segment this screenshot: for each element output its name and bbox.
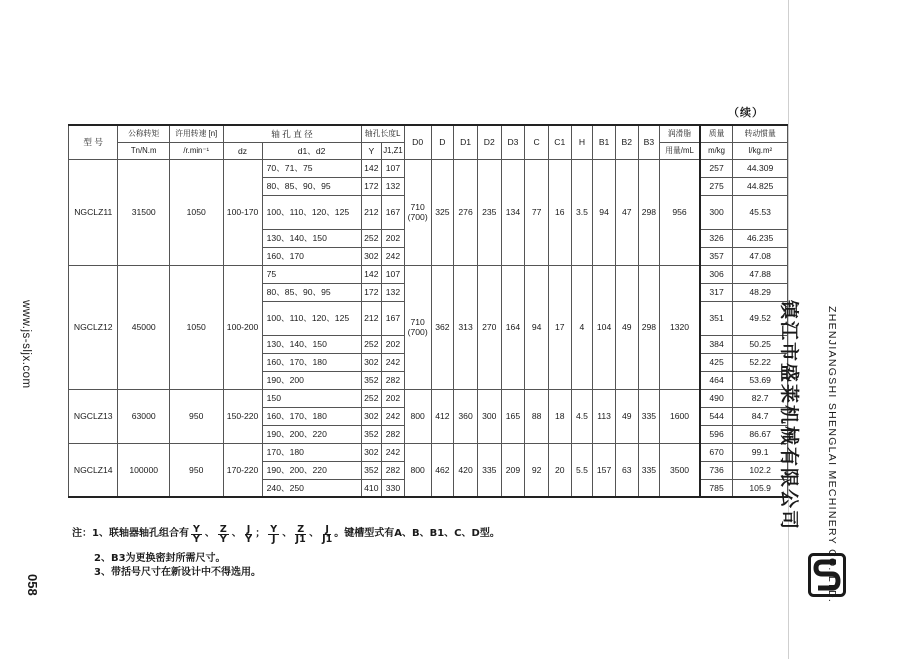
header-inertia: 转动惯量 <box>733 125 788 142</box>
fraction <box>245 525 253 544</box>
header-torque-unit: Tn/N.m <box>118 142 170 159</box>
header-b2: B2 <box>615 125 638 159</box>
header-h: H <box>571 125 593 159</box>
length-j1-cell: 107 <box>382 159 405 177</box>
header-d2: D2 <box>477 125 501 159</box>
table-notes <box>72 524 500 580</box>
torque-cell: 63000 <box>118 389 170 443</box>
speed-cell: 1050 <box>169 265 223 389</box>
torque-cell: 45000 <box>118 265 170 389</box>
fraction-denominator: Y <box>192 533 200 545</box>
mass-cell: 736 <box>700 461 733 479</box>
d0-cell <box>404 389 431 443</box>
inertia-cell: 47.08 <box>733 247 788 265</box>
b3-cell: 298 <box>638 265 660 389</box>
length-y-cell: 142 <box>361 265 382 283</box>
bore-cell: 190、200、220 <box>262 461 361 479</box>
b3-cell: 335 <box>638 389 660 443</box>
length-j1-cell: 242 <box>382 247 405 265</box>
d2-cell: 335 <box>477 443 501 497</box>
inertia-cell: 84.7 <box>733 407 788 425</box>
inertia-cell: 102.2 <box>733 461 788 479</box>
header-c1: C1 <box>548 125 571 159</box>
h-cell: 3.5 <box>571 159 593 265</box>
table-row <box>69 443 788 461</box>
header-inertia-unit: I/kg.m² <box>733 142 788 159</box>
header-bore: 轴 孔 直 径 <box>223 125 361 142</box>
fraction-numerator: Y <box>270 523 278 535</box>
model-group <box>69 159 788 265</box>
length-j1-cell: 282 <box>382 425 405 443</box>
length-j1-cell: 132 <box>382 283 405 301</box>
fraction-numerator: Z <box>219 523 227 535</box>
length-y-cell: 302 <box>361 443 382 461</box>
fraction-denominator: J <box>271 533 276 545</box>
header-grease-unit: 用量/mL <box>660 142 700 159</box>
company-name-en-text: ZHENJIANGSHI SHENGLAI MECHINERY CO.,LTD. <box>826 306 838 604</box>
c1-cell: 20 <box>548 443 571 497</box>
model-group <box>69 389 788 443</box>
b2-cell: 63 <box>615 443 638 497</box>
fraction-denominator: J1 <box>322 533 333 545</box>
b1-cell: 157 <box>593 443 616 497</box>
length-y-cell: 352 <box>361 461 382 479</box>
bore-cell: 80、85、90、95 <box>262 283 361 301</box>
speed-cell: 1050 <box>169 159 223 265</box>
model-cell: NGCLZ11 <box>69 159 118 265</box>
mass-cell: 596 <box>700 425 733 443</box>
fraction <box>268 525 279 544</box>
header-bore-dz: dz <box>223 142 262 159</box>
header-b1: B1 <box>593 125 616 159</box>
header-bore-d12: d1、d2 <box>262 142 361 159</box>
b1-cell: 113 <box>593 389 616 443</box>
length-y-cell: 352 <box>361 371 382 389</box>
bore-cell: 100、110、120、125 <box>262 195 361 229</box>
separator: 、 <box>204 528 215 539</box>
d0-value: 710 <box>410 202 425 212</box>
length-j1-cell: 202 <box>382 335 405 353</box>
length-j1-cell: 282 <box>382 461 405 479</box>
fraction-denominator: Y <box>245 533 252 545</box>
d1-cell: 276 <box>454 159 478 265</box>
mass-cell: 425 <box>700 353 733 371</box>
d2-cell: 270 <box>477 265 501 389</box>
d0-value: 710 <box>410 317 425 327</box>
header-y: Y <box>361 142 382 159</box>
d0-cell <box>404 443 431 497</box>
length-j1-cell: 282 <box>382 371 405 389</box>
inertia-cell: 46.235 <box>733 229 788 247</box>
bore-cell: 80、85、90、95 <box>262 177 361 195</box>
header-d: D <box>431 125 454 159</box>
mass-cell: 785 <box>700 479 733 497</box>
bore-cell: 190、200、220 <box>262 425 361 443</box>
length-j1-cell: 330 <box>382 479 405 497</box>
separator: 、 <box>231 528 242 539</box>
d0-alt-value: (700) <box>407 212 428 222</box>
d1-cell: 360 <box>454 389 478 443</box>
model-group <box>69 265 788 389</box>
length-j1-cell: 242 <box>382 443 405 461</box>
mass-cell: 317 <box>700 283 733 301</box>
length-j1-cell: 242 <box>382 353 405 371</box>
model-group <box>69 443 788 497</box>
inertia-cell: 44.309 <box>733 159 788 177</box>
mass-cell: 464 <box>700 371 733 389</box>
length-j1-cell: 132 <box>382 177 405 195</box>
b3-cell: 298 <box>638 159 660 265</box>
c1-cell: 16 <box>548 159 571 265</box>
fraction-numerator: J <box>325 523 329 535</box>
length-y-cell: 252 <box>361 389 382 407</box>
bore-cell: 160、170、180 <box>262 353 361 371</box>
mass-cell: 490 <box>700 389 733 407</box>
c1-cell: 18 <box>548 389 571 443</box>
bore-cell: 130、140、150 <box>262 229 361 247</box>
length-y-cell: 212 <box>361 301 382 335</box>
mass-cell: 306 <box>700 265 733 283</box>
length-j1-cell: 242 <box>382 407 405 425</box>
d-cell: 325 <box>431 159 454 265</box>
separator: ； <box>255 528 266 539</box>
d3-cell: 209 <box>501 443 525 497</box>
h-cell: 5.5 <box>571 443 593 497</box>
website-text: www.js-sljx.com <box>20 300 32 389</box>
b3-cell: 335 <box>638 443 660 497</box>
coupling-spec-table <box>68 124 788 498</box>
note-1 <box>72 524 500 544</box>
d3-cell: 134 <box>501 159 525 265</box>
d0-cell <box>404 265 431 389</box>
bore-cell: 240、250 <box>262 479 361 497</box>
d0-value: 800 <box>410 411 425 421</box>
b2-cell: 49 <box>615 265 638 389</box>
fraction-numerator: Z <box>297 523 305 535</box>
grease-cell: 956 <box>660 159 700 265</box>
inertia-cell: 99.1 <box>733 443 788 461</box>
header-d0: D0 <box>404 125 431 159</box>
length-y-cell: 252 <box>361 229 382 247</box>
c-cell: 92 <box>525 443 549 497</box>
header-d1: D1 <box>454 125 478 159</box>
header-length: 轴孔长度L <box>361 125 404 142</box>
dz-cell: 100-170 <box>223 159 262 265</box>
d3-cell: 165 <box>501 389 525 443</box>
d1-cell: 420 <box>454 443 478 497</box>
header-grease: 润滑脂 <box>660 125 700 142</box>
grease-cell: 1320 <box>660 265 700 389</box>
fraction-denominator: J1 <box>295 533 306 545</box>
inertia-cell: 49.52 <box>733 301 788 335</box>
fraction <box>218 525 229 544</box>
header-torque: 公称转矩 <box>118 125 170 142</box>
mass-cell: 357 <box>700 247 733 265</box>
mass-cell: 275 <box>700 177 733 195</box>
separator: 、 <box>309 528 320 539</box>
model-cell: NGCLZ12 <box>69 265 118 389</box>
note-1-suffix: 。键槽型式有A、B、B1、C、D型。 <box>334 528 500 539</box>
b2-cell: 49 <box>615 389 638 443</box>
bore-cell: 100、110、120、125 <box>262 301 361 335</box>
h-cell: 4 <box>571 265 593 389</box>
grease-cell: 1600 <box>660 389 700 443</box>
bore-cell: 75 <box>262 265 361 283</box>
inertia-cell: 52.22 <box>733 353 788 371</box>
mass-cell: 544 <box>700 407 733 425</box>
inertia-cell: 53.69 <box>733 371 788 389</box>
mass-cell: 670 <box>700 443 733 461</box>
mass-cell: 326 <box>700 229 733 247</box>
length-y-cell: 352 <box>361 425 382 443</box>
c-cell: 77 <box>525 159 549 265</box>
company-logo-icon <box>808 553 846 597</box>
b2-cell: 47 <box>615 159 638 265</box>
header-mass-unit: m/kg <box>700 142 733 159</box>
fraction-numerator: Y <box>192 523 200 535</box>
fraction <box>322 525 332 544</box>
length-j1-cell: 107 <box>382 265 405 283</box>
bore-cell: 150 <box>262 389 361 407</box>
inertia-cell: 86.67 <box>733 425 788 443</box>
c-cell: 88 <box>525 389 549 443</box>
model-cell: NGCLZ14 <box>69 443 118 497</box>
table-row <box>69 265 788 283</box>
length-y-cell: 302 <box>361 353 382 371</box>
bore-cell: 130、140、150 <box>262 335 361 353</box>
header-c: C <box>525 125 549 159</box>
inertia-cell: 47.88 <box>733 265 788 283</box>
header-d3: D3 <box>501 125 525 159</box>
grease-cell: 3500 <box>660 443 700 497</box>
length-y-cell: 410 <box>361 479 382 497</box>
inertia-cell: 48.29 <box>733 283 788 301</box>
table-row <box>69 389 788 407</box>
length-y-cell: 172 <box>361 177 382 195</box>
d-cell: 362 <box>431 265 454 389</box>
header-model: 型 号 <box>69 125 118 159</box>
note-2: 2、B3为更换密封所需尺寸。 <box>94 553 226 564</box>
bore-cell: 160、170 <box>262 247 361 265</box>
separator: 、 <box>282 528 293 539</box>
torque-cell: 31500 <box>118 159 170 265</box>
inertia-cell: 82.7 <box>733 389 788 407</box>
header-j1z1: J1,Z1 <box>382 142 405 159</box>
mass-cell: 257 <box>700 159 733 177</box>
bore-cell: 70、71、75 <box>262 159 361 177</box>
c1-cell: 17 <box>548 265 571 389</box>
length-y-cell: 252 <box>361 335 382 353</box>
d1-cell: 313 <box>454 265 478 389</box>
c-cell: 94 <box>525 265 549 389</box>
inertia-cell: 45.53 <box>733 195 788 229</box>
h-cell: 4.5 <box>571 389 593 443</box>
header-mass: 质量 <box>700 125 733 142</box>
length-j1-cell: 202 <box>382 229 405 247</box>
length-j1-cell: 167 <box>382 301 405 335</box>
d-cell: 462 <box>431 443 454 497</box>
inertia-cell: 44.825 <box>733 177 788 195</box>
d3-cell: 164 <box>501 265 525 389</box>
inertia-cell: 50.25 <box>733 335 788 353</box>
length-y-cell: 302 <box>361 407 382 425</box>
d-cell: 412 <box>431 389 454 443</box>
d0-cell <box>404 159 431 265</box>
speed-cell: 950 <box>169 389 223 443</box>
inertia-cell: 105.9 <box>733 479 788 497</box>
header-b3: B3 <box>638 125 660 159</box>
speed-cell: 950 <box>169 443 223 497</box>
d0-value: 800 <box>410 464 425 475</box>
length-j1-cell: 167 <box>382 195 405 229</box>
length-y-cell: 302 <box>361 247 382 265</box>
length-y-cell: 212 <box>361 195 382 229</box>
mass-cell: 351 <box>700 301 733 335</box>
d2-cell: 235 <box>477 159 501 265</box>
mass-cell: 300 <box>700 195 733 229</box>
d0-alt-value: (700) <box>407 327 428 337</box>
fraction-denominator: Y <box>219 533 227 545</box>
header-speed: 许用转速 [n] <box>169 125 223 142</box>
fraction <box>191 525 202 544</box>
model-cell: NGCLZ13 <box>69 389 118 443</box>
length-j1-cell: 202 <box>382 389 405 407</box>
mass-cell: 384 <box>700 335 733 353</box>
company-name-cn-text: 镇江市盛莱机械有限公司 <box>778 300 800 532</box>
dz-cell: 150-220 <box>223 389 262 443</box>
bore-cell: 170、180 <box>262 443 361 461</box>
length-y-cell: 142 <box>361 159 382 177</box>
torque-cell: 100000 <box>118 443 170 497</box>
b1-cell: 94 <box>593 159 616 265</box>
bore-cell: 160、170、180 <box>262 407 361 425</box>
dz-cell: 100-200 <box>223 265 262 389</box>
note-1-prefix: 注：1、联轴器轴孔组合有 <box>72 528 189 539</box>
note-3: 3、带括号尺寸在新设计中不得选用。 <box>94 567 261 578</box>
dz-cell: 170-220 <box>223 443 262 497</box>
header-speed-unit: /r.min⁻¹ <box>169 142 223 159</box>
continued-label: （续） <box>728 106 764 119</box>
page-number-text: 058 <box>25 574 40 596</box>
b1-cell: 104 <box>593 265 616 389</box>
table-row <box>69 159 788 177</box>
fraction-numerator: J <box>246 523 251 535</box>
bore-cell: 190、200 <box>262 371 361 389</box>
length-y-cell: 172 <box>361 283 382 301</box>
d2-cell: 300 <box>477 389 501 443</box>
fraction <box>295 525 306 544</box>
